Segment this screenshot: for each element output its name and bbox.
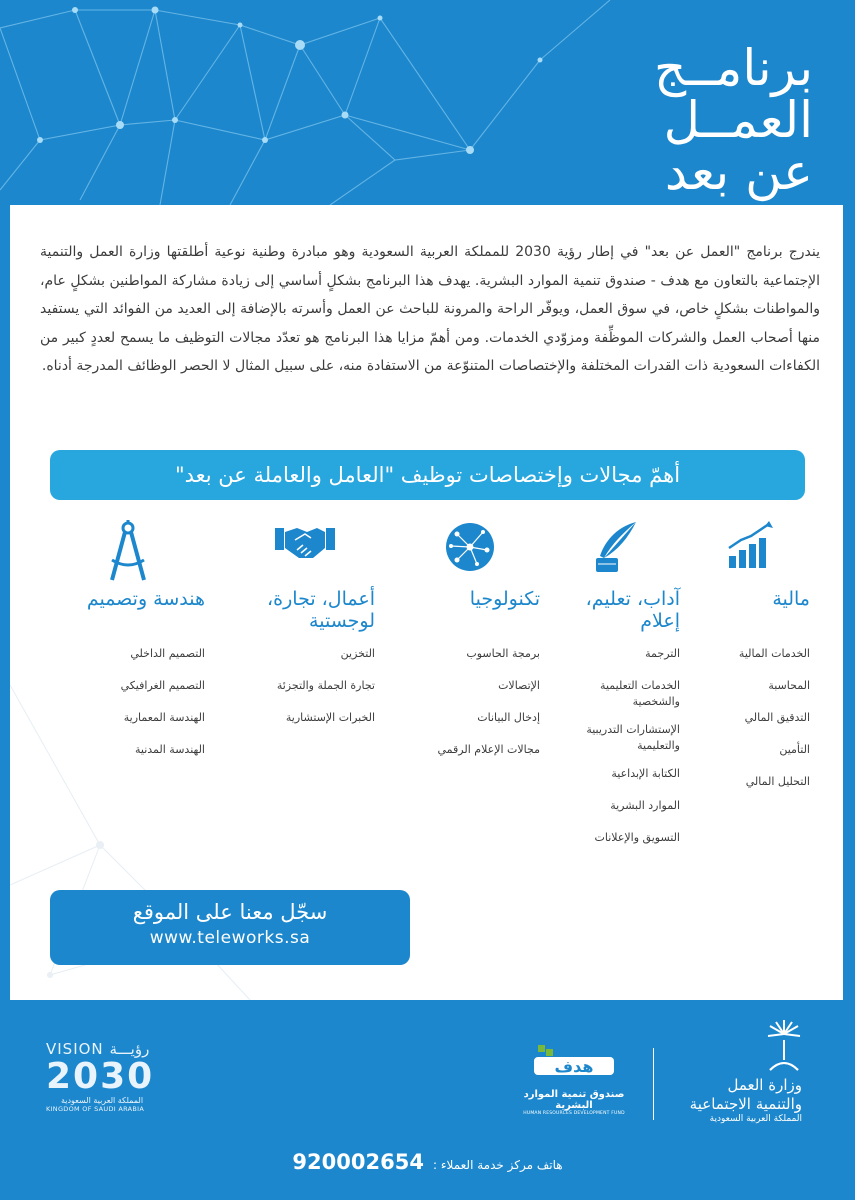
column-title: هندسة وتصميم	[86, 588, 205, 610]
list-item: برمجة الحاسوب	[466, 647, 540, 660]
list-item: الهندسة المعمارية	[123, 711, 205, 724]
logo-divider	[653, 1048, 654, 1120]
column-engineering	[50, 520, 205, 774]
hadaf-logo-text: هدف	[554, 1057, 594, 1076]
vision-country-en: KINGDOM OF SAUDI ARABIA	[46, 1105, 145, 1113]
hadaf-name-ar: صندوق تنمية الموارد البشرية	[523, 1089, 625, 1111]
vision-year: 2030	[46, 1056, 155, 1097]
column-title: أعمال، تجارة، لوجستية	[267, 588, 375, 632]
vision-country-ar: المملكة العربية السعودية	[60, 1096, 144, 1105]
list-item: الإستشارات التدريبية والتعليمية	[586, 723, 680, 752]
column-technology	[400, 520, 540, 774]
ministry-logo	[672, 1020, 802, 1124]
list-item: تجارة الجملة والتجزئة	[276, 679, 375, 692]
hadaf-mark-icon	[524, 1045, 624, 1085]
list-item: الخدمات المالية	[738, 647, 810, 660]
list-item: التحليل المالي	[745, 775, 810, 788]
column-business	[235, 520, 375, 742]
list-item: التصميم الغرافيكي	[120, 679, 205, 692]
intro-paragraph: يندرج برنامج "العمل عن بعد" في إطار رؤية 2030 للمملكة العربية السعودية وهو مبادرة وطنية نوعية أطلقتها وزارة العمل والتنمية الإجتماعية بالتعاون مع هدف - صندوق تنمية الموارد البشرية. يهدف هذا البرنامج بشكلٍ أساسي إلى زيادة مشاركة المواطنين بشكلٍ عام، والمواطنات بشكلٍ خاص، في سوق العمل، ويوفّر الراحة والمرونة للباحث عن العمل وأسرته بالإضافة إلى العديد من الفوائد التي يستفيد منها أصحاب العمل والشركات الموظِّفة ومزوّدي الخدمات. ومن أهمّ مزايا هذا البرنامج هو تعدّد مجالات التوظيف ما يسمح لعددٍ كبير من الكفاءات السعودية ذات القدرات المختلفة والإختصاصات المتنوّعة من الاستفادة منه، على سبيل المثال لا الحصر الوظائف المدرجة أدناه.	[40, 244, 821, 374]
vision-word: VISION	[46, 1040, 104, 1058]
network-globe-icon	[443, 520, 497, 574]
list-item: الهندسة المدنية	[134, 743, 205, 756]
column-title: آداب، تعليم، إعلام	[585, 588, 680, 632]
title-line-2: العمــل	[663, 91, 813, 149]
list-item: مجالات الإعلام الرقمي	[437, 743, 540, 756]
list-item: التدقيق المالي	[744, 711, 810, 724]
ministry-line-1: وزارة العمل	[727, 1076, 802, 1094]
list-item: الخبرات الإستشارية	[285, 711, 375, 724]
quill-pen-icon	[590, 520, 640, 576]
list-item: إدخال البيانات	[477, 711, 540, 724]
column-title: تكنولوجيا	[469, 588, 540, 610]
list-item: الإتصالات	[498, 679, 540, 692]
list-item: التأمين	[779, 743, 810, 756]
register-text: سجّل معنا على الموقع	[132, 900, 328, 924]
title-line-1: برنامــج	[653, 39, 813, 97]
vision-2030-logo	[46, 1040, 176, 1113]
list-item: التخزين	[340, 647, 375, 660]
website-link[interactable]: www.teleworks.sa	[149, 928, 311, 948]
ministry-line-3: المملكة العربية السعودية	[709, 1114, 802, 1124]
customer-service-phone	[0, 1150, 855, 1174]
phone-label: هاتف مركز خدمة العملاء :	[433, 1158, 563, 1172]
column-title: مالية	[772, 588, 810, 610]
list-item: الخدمات التعليمية والشخصية	[600, 679, 680, 708]
column-arts	[550, 520, 680, 862]
bar-chart-icon	[725, 520, 775, 570]
list-item: التسويق والإعلانات	[594, 831, 680, 844]
title-line-3: عن بعد	[664, 143, 813, 201]
list-item: الكتابة الإبداعية	[611, 767, 680, 780]
list-item: الموارد البشرية	[610, 799, 680, 812]
page-title	[513, 39, 813, 201]
column-finance	[690, 520, 810, 806]
compass-icon	[106, 520, 150, 584]
list-item: المحاسبة	[768, 679, 810, 692]
handshake-icon	[273, 520, 337, 564]
palm-swords-emblem-icon	[764, 1020, 804, 1072]
fields-banner: أهمّ مجالات وإختصاصات توظيف "العامل والعاملة عن بعد"	[50, 450, 805, 500]
vision-arabic: رؤيـــة	[109, 1040, 150, 1058]
hadaf-logo	[515, 1045, 633, 1116]
phone-number[interactable]: 920002654	[292, 1150, 424, 1174]
ministry-line-2: والتنمية الاجتماعية	[689, 1095, 802, 1113]
list-item: التصميم الداخلي	[130, 647, 205, 660]
list-item: الترجمة	[645, 647, 680, 660]
hadaf-name-en: HUMAN RESOURCES DEVELOPMENT FUND	[523, 1111, 625, 1116]
register-callout[interactable]	[50, 890, 410, 965]
fields-grid	[40, 520, 830, 880]
